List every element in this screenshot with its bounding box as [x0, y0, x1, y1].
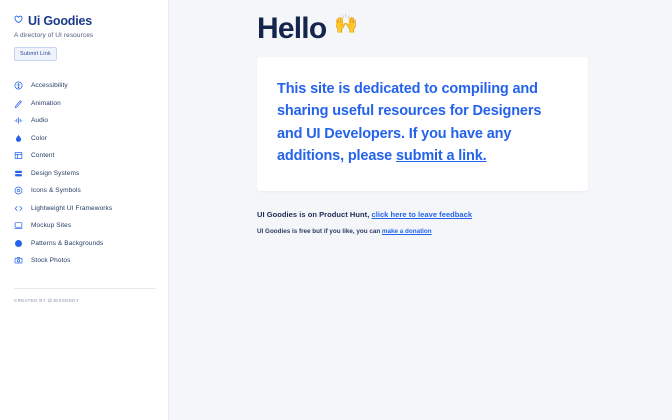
sidebar-item-audio[interactable]: [14, 112, 156, 130]
color-drop-icon: [14, 134, 23, 143]
sidebar-item-patterns-backgrounds[interactable]: [14, 235, 156, 253]
sidebar-item-label: Color: [31, 134, 48, 142]
code-icon: [14, 204, 23, 213]
stock-photos-icon: [14, 256, 23, 265]
raising-hands-icon: 🙌: [334, 14, 359, 35]
icons-symbols-icon: [14, 186, 23, 195]
sidebar-item-lightweight-ui-frameworks[interactable]: [14, 200, 156, 218]
sidebar-credit: CREATED BY @JESSEDDY: [14, 297, 80, 303]
sidebar-item-label: Mockup Sites: [31, 222, 72, 230]
submit-a-link-link[interactable]: submit a link.: [395, 148, 487, 165]
sidebar-item-content[interactable]: [14, 147, 156, 165]
submit-link-button[interactable]: Submit Link: [14, 47, 57, 61]
donation-note-text: UI Goodies is free but if you like, you can: [257, 227, 382, 235]
patterns-icon: [14, 239, 23, 248]
main-content: [169, 0, 672, 420]
sidebar-item-color[interactable]: [14, 130, 156, 148]
make-a-donation-link[interactable]: make a donation: [381, 227, 432, 235]
animation-icon: [14, 99, 23, 108]
intro-card-text: [277, 78, 566, 168]
product-hunt-note-text: UI Goodies is on Product Hunt,: [257, 209, 372, 219]
sidebar-item-label: Audio: [31, 117, 49, 125]
design-systems-icon: [14, 169, 23, 178]
sidebar-item-label: Stock Photos: [31, 257, 71, 265]
page-title-text: Hello: [257, 12, 327, 45]
sidebar-item-label: Content: [31, 152, 55, 160]
page-title: [257, 12, 588, 45]
leave-feedback-link[interactable]: click here to leave feedback: [371, 209, 473, 219]
sidebar-item-label: Patterns & Backgrounds: [31, 239, 104, 247]
sidebar-divider: [14, 288, 156, 289]
sidebar-item-accessibility[interactable]: [14, 77, 156, 95]
content-icon: [14, 151, 23, 160]
sidebar-item-label: Accessibility: [31, 82, 68, 90]
mockup-icon: [14, 221, 23, 230]
audio-icon: [14, 116, 23, 125]
product-hunt-note: [257, 210, 588, 219]
sidebar-item-mockup-sites[interactable]: [14, 217, 156, 235]
sidebar-item-icons-symbols[interactable]: [14, 182, 156, 200]
brand-title: Ui Goodies: [28, 14, 92, 28]
sidebar-item-stock-photos[interactable]: [14, 252, 156, 270]
sidebar-item-label: Animation: [31, 99, 61, 107]
intro-card: [257, 57, 588, 191]
accessibility-icon: [14, 81, 23, 90]
brand-subtitle: A directory of UI resources: [14, 32, 94, 39]
sidebar-nav: [14, 77, 156, 270]
sidebar-item-design-systems[interactable]: [14, 165, 156, 183]
sidebar: [0, 0, 169, 420]
intro-text-before: This site is dedicated to compiling and sharing useful resources for Designers and UI Developers. If you have any additions, please: [277, 81, 542, 165]
sidebar-item-animation[interactable]: [14, 95, 156, 113]
brand[interactable]: [14, 14, 156, 28]
donation-note: [257, 228, 588, 235]
sidebar-item-label: Design Systems: [31, 169, 80, 177]
sidebar-item-label: Icons & Symbols: [31, 187, 81, 195]
heart-icon: [14, 15, 23, 27]
sidebar-item-label: Lightweight UI Frameworks: [31, 204, 113, 212]
